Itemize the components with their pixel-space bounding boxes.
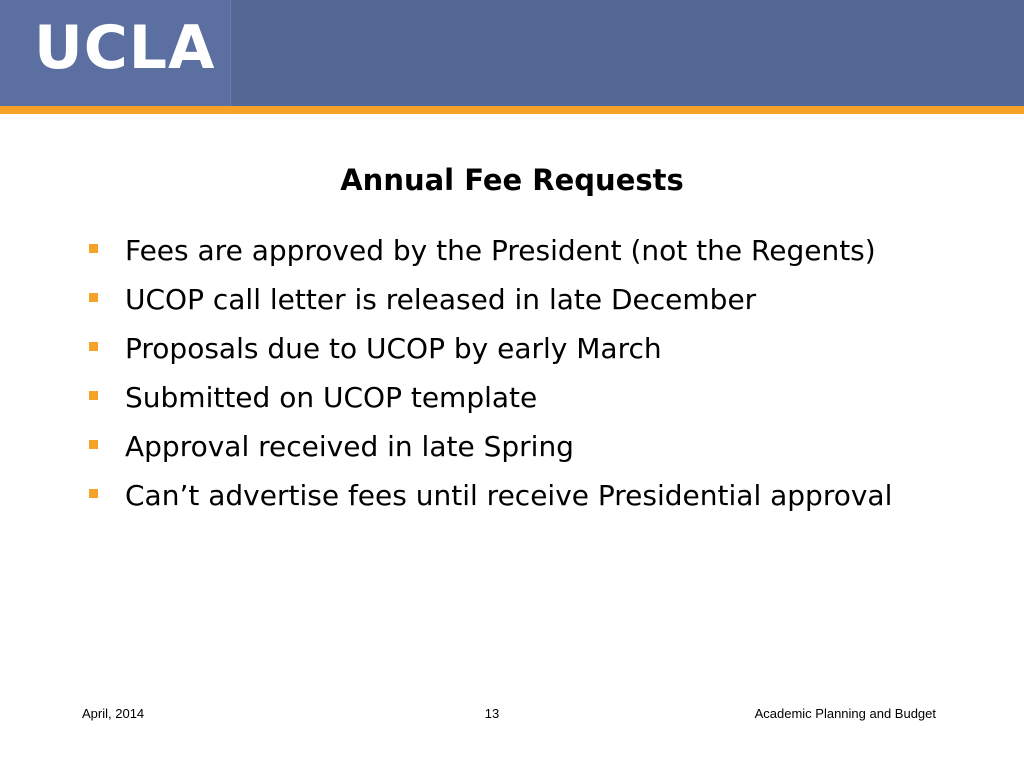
- square-bullet-icon: [89, 342, 98, 351]
- slide-title: Annual Fee Requests: [340, 163, 684, 197]
- footer-date: April, 2014: [82, 706, 145, 721]
- bullet-text: Submitted on UCOP template: [125, 381, 538, 414]
- bullet-item: [86, 226, 986, 275]
- logo-panel: [0, 0, 231, 106]
- header-bar: [0, 0, 1024, 106]
- square-bullet-icon: [89, 391, 98, 400]
- bullet-text: Can’t advertise fees until receive Presidential approval: [125, 479, 893, 512]
- bullet-text: Approval received in late Spring: [125, 430, 574, 463]
- ucla-logo: UCLA: [34, 13, 216, 83]
- bullet-text: Fees are approved by the President (not the Regents): [125, 234, 876, 267]
- bullet-item: [86, 471, 986, 520]
- bullet-item: [86, 275, 986, 324]
- accent-stripe: [0, 106, 1024, 114]
- footer-page-number: 13: [484, 706, 500, 721]
- square-bullet-icon: [89, 293, 98, 302]
- bullet-text: UCOP call letter is released in late December: [125, 283, 757, 316]
- square-bullet-icon: [89, 244, 98, 253]
- bullet-item: [86, 373, 986, 422]
- square-bullet-icon: [89, 440, 98, 449]
- square-bullet-icon: [89, 489, 98, 498]
- bullet-list: [86, 226, 986, 520]
- footer-department: Academic Planning and Budget: [754, 706, 936, 721]
- bullet-item: [86, 422, 986, 471]
- bullet-text: Proposals due to UCOP by early March: [125, 332, 662, 365]
- bullet-item: [86, 324, 986, 373]
